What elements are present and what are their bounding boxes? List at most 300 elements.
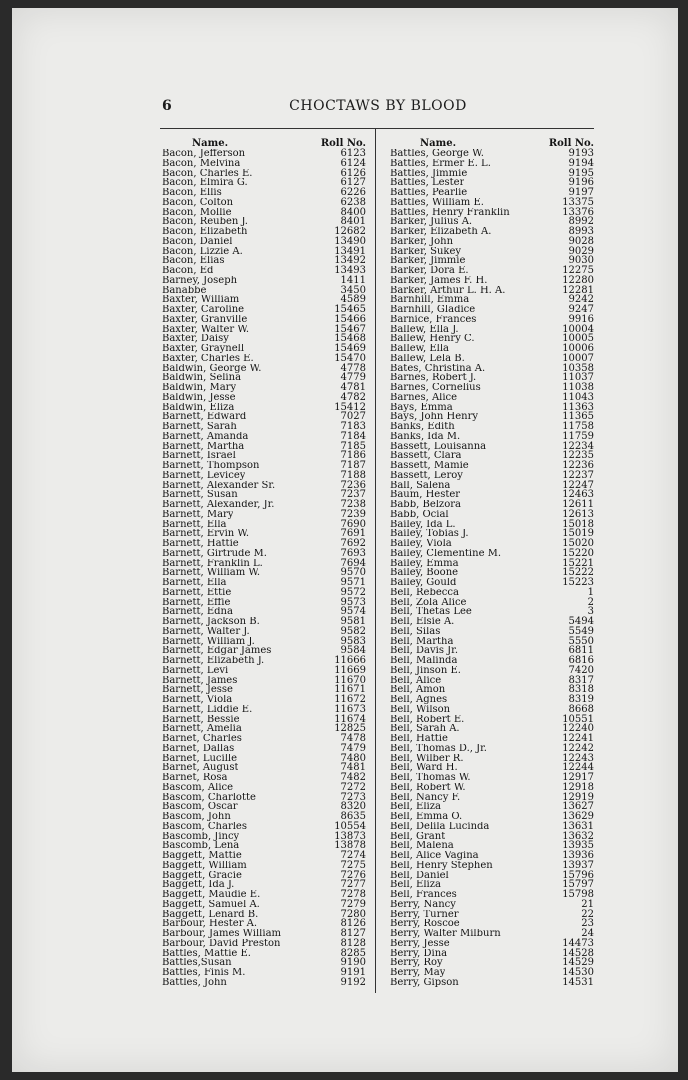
- roll-entry: [162, 529, 366, 539]
- entry-roll-number: 9584: [340, 645, 366, 657]
- entry-name: Bell, Malena: [390, 841, 454, 851]
- roll-entry: [162, 763, 366, 773]
- roll-entry: [162, 871, 366, 881]
- entry-name: Barnett, Thompson: [162, 461, 260, 471]
- entry-name: Battles, Henry Franklin: [390, 207, 510, 218]
- entry-name: Barnett, William W.: [162, 568, 261, 578]
- entry-name: Berry, Nancy: [390, 899, 456, 910]
- roll-entry: [390, 666, 594, 676]
- roll-entry: [390, 578, 594, 588]
- right-entry-list: [390, 149, 594, 988]
- entry-roll-number: 13878: [334, 840, 366, 852]
- entry-roll-number: 9572: [340, 586, 366, 598]
- entry-roll-number: 7478: [340, 733, 366, 744]
- roll-entry: [162, 627, 366, 637]
- roll-entry: [390, 598, 594, 608]
- entry-name: Barnett, Amanda: [162, 431, 249, 442]
- entry-name: Barnett, Israel: [162, 451, 236, 461]
- roll-entry: [162, 539, 366, 549]
- entry-name: Bell, Eliza: [390, 880, 441, 890]
- entry-roll-number: 4778: [340, 362, 366, 374]
- entry-roll-number: 7027: [340, 411, 366, 423]
- entry-name: Bell, Ward H.: [390, 763, 458, 773]
- entry-roll-number: 6811: [568, 645, 594, 657]
- roll-entry: [390, 227, 594, 237]
- entry-roll-number: 15221: [562, 557, 594, 569]
- entry-roll-number: 15466: [334, 313, 366, 325]
- entry-roll-number: 9191: [340, 967, 366, 978]
- entry-roll-number: 15412: [334, 401, 366, 413]
- entry-name: Battles, Mattie E.: [162, 948, 251, 959]
- roll-column-heading: Roll No.: [548, 138, 594, 149]
- entry-name: Barnett, Edgar James: [162, 646, 272, 656]
- entry-name: Baxter, Graynell: [162, 344, 245, 354]
- entry-roll-number: 11043: [562, 391, 594, 403]
- roll-entry: [162, 432, 366, 442]
- entry-name: Barker, John: [390, 236, 454, 247]
- entry-roll-number: 12918: [562, 781, 594, 793]
- roll-entry: [162, 188, 366, 198]
- roll-entry: [162, 939, 366, 949]
- entry-name: Baldwin, Selina: [162, 373, 242, 383]
- entry-name: Ballew, Ella J.: [390, 324, 459, 335]
- entry-name: Bell, Jinson E.: [390, 665, 461, 676]
- entry-roll-number: 10004: [562, 323, 594, 335]
- roll-entry: [162, 880, 366, 890]
- roll-entry: [162, 861, 366, 871]
- entry-roll-number: 21: [581, 898, 594, 910]
- entry-roll-number: 7694: [340, 557, 366, 569]
- entry-name: Berry, Jesse: [390, 938, 450, 949]
- entry-roll-number: 14529: [562, 957, 594, 969]
- entry-roll-number: 14531: [562, 976, 594, 988]
- entry-name: Barnett, Ervin W.: [162, 529, 250, 539]
- entry-roll-number: 13632: [562, 830, 594, 842]
- entry-name: Bell, Emma O.: [390, 812, 463, 822]
- entry-name: Baxter, Walter W.: [162, 324, 250, 335]
- entry-name: Baggett, Ida J.: [162, 880, 235, 890]
- entry-name: Barnett, Liddie E.: [162, 704, 253, 715]
- entry-roll-number: 10358: [562, 362, 594, 374]
- roll-entry: [162, 520, 366, 530]
- entry-name: Battles, George W.: [390, 149, 484, 159]
- entry-name: Barnett, Jesse: [162, 685, 233, 695]
- entry-roll-number: 5549: [568, 625, 594, 637]
- roll-entry: [162, 422, 366, 432]
- entry-name: Barnett, Martha: [162, 441, 245, 452]
- entry-name: Barnett, Edward: [162, 412, 247, 422]
- entry-roll-number: 7480: [340, 752, 366, 764]
- entry-name: Bacon, Elizabeth: [162, 227, 248, 237]
- entry-roll-number: 8400: [340, 206, 366, 218]
- name-column-heading: Name.: [420, 138, 457, 149]
- entry-roll-number: 13491: [334, 245, 366, 257]
- roll-entry: [390, 627, 594, 637]
- entry-name: Baggett, Samuel A.: [162, 899, 260, 910]
- entry-name: Barnett, Mary: [162, 509, 234, 520]
- entry-name: Baxter, William: [162, 295, 240, 305]
- entry-name: Barbour, Hester A.: [162, 919, 258, 929]
- entry-name: Barnett, Ella: [162, 578, 227, 588]
- entry-roll-number: 7278: [340, 889, 366, 900]
- entry-roll-number: 4782: [340, 391, 366, 403]
- entry-name: Barnett, Elizabeth J.: [162, 656, 265, 666]
- entry-roll-number: 13937: [562, 859, 594, 871]
- roll-entry: [162, 208, 366, 218]
- roll-entry: [162, 910, 366, 920]
- entry-roll-number: 10006: [562, 343, 594, 354]
- roll-entry: [162, 178, 366, 188]
- entry-name: Barnett, Levicey: [162, 470, 246, 481]
- entry-roll-number: 9582: [340, 625, 366, 637]
- roll-entry: [162, 451, 366, 461]
- entry-roll-number: 13629: [562, 811, 594, 822]
- roll-entry: [390, 295, 594, 305]
- entry-name: Barnett, Ella: [162, 519, 227, 530]
- roll-entry: [390, 247, 594, 257]
- entry-roll-number: 7693: [340, 547, 366, 559]
- entry-name: Bacon, Melvina: [162, 158, 241, 169]
- entry-name: Barnes, Cornelius: [390, 383, 481, 393]
- left-column: [162, 138, 366, 988]
- entry-name: Baggett, Lenard B.: [162, 909, 259, 920]
- roll-entry: [390, 305, 594, 315]
- roll-entry: [390, 695, 594, 705]
- entry-name: Bell, Thomas W.: [390, 773, 471, 783]
- entry-roll-number: 12611: [562, 499, 594, 510]
- roll-entry: [162, 549, 366, 559]
- entry-roll-number: 9195: [568, 167, 594, 179]
- entry-roll-number: 9028: [568, 235, 594, 247]
- entry-name: Battles, Jimmie: [390, 168, 468, 179]
- entry-name: Baxter, Granville: [162, 314, 248, 325]
- entry-roll-number: 7184: [340, 430, 366, 442]
- entry-roll-number: 7274: [340, 850, 366, 861]
- roll-entry: [390, 169, 594, 179]
- entry-name: Bell, Hattie: [390, 734, 448, 744]
- entry-roll-number: 6124: [340, 157, 366, 169]
- roll-entry: [390, 910, 594, 920]
- entry-name: Banks, Ida M.: [390, 431, 461, 442]
- roll-entry: [390, 676, 594, 686]
- entry-name: Barnett, Alexander, Jr.: [162, 500, 275, 510]
- entry-roll-number: 7272: [340, 781, 366, 793]
- roll-entry: [162, 744, 366, 754]
- entry-roll-number: 6238: [340, 196, 366, 208]
- entry-name: Barnett, Levi: [162, 665, 229, 676]
- roll-entry: [162, 724, 366, 734]
- roll-entry: [162, 617, 366, 627]
- roll-entry: [162, 637, 366, 647]
- entry-name: Bell, Robert E.: [390, 714, 465, 725]
- entry-name: Barnet, Charles: [162, 734, 242, 744]
- roll-entry: [390, 685, 594, 695]
- entry-roll-number: 7691: [340, 528, 366, 540]
- entry-name: Berry, Turner: [390, 909, 459, 920]
- entry-name: Barnett, Amelia: [162, 724, 242, 734]
- entry-name: Bassett, Mamie: [390, 461, 469, 471]
- entry-roll-number: 7420: [568, 664, 594, 676]
- roll-entry: [162, 900, 366, 910]
- entry-roll-number: 23: [581, 918, 594, 930]
- entry-roll-number: 15223: [562, 577, 594, 588]
- entry-roll-number: 12234: [562, 440, 594, 452]
- entry-name: Barnet, Dallas: [162, 743, 235, 754]
- entry-name: Barker, Arthur L. H. A.: [390, 285, 506, 296]
- entry-name: Berry, Roy: [390, 958, 443, 968]
- roll-entry: [162, 159, 366, 169]
- entry-roll-number: 1411: [340, 274, 366, 286]
- roll-entry: [390, 900, 594, 910]
- entry-roll-number: 7481: [340, 762, 366, 774]
- entry-name: Ballew, Ella: [390, 344, 450, 354]
- entry-name: Barnett, Hattie: [162, 539, 239, 549]
- roll-entry: [162, 266, 366, 276]
- entry-roll-number: 7185: [340, 440, 366, 452]
- entry-roll-number: 5494: [568, 616, 594, 627]
- entry-roll-number: 12241: [562, 733, 594, 744]
- roll-entry: [162, 169, 366, 179]
- entry-name: Bacon, Elmira G.: [162, 178, 248, 188]
- entry-name: Bacon, Elias: [162, 256, 225, 266]
- roll-entry: [162, 607, 366, 617]
- roll-entry: [390, 607, 594, 617]
- entry-roll-number: 9029: [568, 245, 594, 257]
- entry-name: Barker, Julius A.: [390, 217, 473, 227]
- entry-name: Barker, Dora E.: [390, 266, 469, 276]
- entry-roll-number: 15469: [334, 343, 366, 354]
- entry-roll-number: 11670: [334, 674, 366, 686]
- entry-roll-number: 6126: [340, 167, 366, 179]
- entry-name: Bascom, John: [162, 812, 231, 822]
- entry-roll-number: 11759: [562, 430, 594, 442]
- roll-entry: [162, 149, 366, 159]
- entry-name: Baum, Hester: [390, 490, 461, 500]
- roll-entry: [390, 149, 594, 159]
- entry-name: Bascom, Alice: [162, 782, 234, 793]
- roll-entry: [162, 373, 366, 383]
- roll-entry: [162, 276, 366, 286]
- entry-roll-number: 12280: [562, 274, 594, 286]
- entry-roll-number: 8317: [568, 674, 594, 686]
- entry-roll-number: 7238: [340, 499, 366, 510]
- entry-name: Baggett, Maudie E.: [162, 890, 261, 900]
- entry-name: Bailey, Clementine M.: [390, 548, 502, 559]
- roll-entry: [162, 793, 366, 803]
- entry-roll-number: 6816: [568, 655, 594, 666]
- entry-name: Bates, Christina A.: [390, 363, 486, 374]
- entry-roll-number: 15797: [562, 879, 594, 891]
- roll-entry: [162, 978, 366, 988]
- roll-entry: [162, 754, 366, 764]
- roll-entry: [162, 734, 366, 744]
- entry-roll-number: 1: [587, 586, 594, 598]
- entry-name: Bell, Martha: [390, 636, 454, 647]
- page-title: CHOCTAWS BY BLOOD: [289, 98, 467, 114]
- entry-name: Barker, James F. H.: [390, 275, 488, 286]
- entry-roll-number: 11671: [334, 684, 366, 696]
- roll-entry: [390, 588, 594, 598]
- entry-name: Barbour, James William: [162, 929, 282, 939]
- entry-name: Bell, Malinda: [390, 656, 458, 666]
- entry-name: Baggett, Gracie: [162, 870, 242, 881]
- entry-name: Battles, John: [162, 977, 227, 988]
- entry-name: Bassett, Louisanna: [390, 441, 487, 452]
- entry-roll-number: 3: [587, 606, 594, 618]
- entry-roll-number: 11674: [334, 713, 366, 725]
- entry-roll-number: 11672: [334, 694, 366, 705]
- entry-roll-number: 4781: [340, 382, 366, 393]
- entry-name: Bell, Elsie A.: [390, 617, 455, 627]
- entry-name: Barnes, Alice: [390, 392, 458, 403]
- entry-name: Battles, Finis M.: [162, 968, 246, 978]
- entry-name: Bacon, Daniel: [162, 236, 233, 247]
- entry-name: Barnett, Sarah: [162, 422, 237, 432]
- entry-roll-number: 7188: [340, 469, 366, 481]
- entry-roll-number: 15467: [334, 323, 366, 335]
- entry-name: Bacon, Colton: [162, 197, 234, 208]
- entry-roll-number: 13493: [334, 265, 366, 276]
- entry-name: Barnett, Girtrude M.: [162, 548, 267, 559]
- entry-roll-number: 3450: [340, 284, 366, 296]
- roll-entry: [162, 598, 366, 608]
- entry-roll-number: 12281: [562, 284, 594, 296]
- entry-roll-number: 9573: [340, 596, 366, 608]
- entry-name: Ballew, Henry C.: [390, 334, 475, 344]
- roll-entry: [162, 471, 366, 481]
- entry-roll-number: 10005: [562, 333, 594, 345]
- entry-roll-number: 11666: [334, 655, 366, 666]
- entry-roll-number: 7479: [340, 742, 366, 754]
- entry-roll-number: 10551: [562, 713, 594, 725]
- entry-roll-number: 9581: [340, 616, 366, 627]
- entry-roll-number: 11038: [562, 382, 594, 393]
- entry-name: Barnhill, Emma: [390, 295, 470, 305]
- entry-name: Barnet, Rosa: [162, 773, 228, 783]
- roll-entry: [162, 783, 366, 793]
- entry-name: Baldwin, Jesse: [162, 392, 236, 403]
- entry-roll-number: 7183: [340, 421, 366, 432]
- entry-roll-number: 9242: [568, 294, 594, 306]
- entry-name: Bell, Robert W.: [390, 782, 466, 793]
- entry-roll-number: 14528: [562, 947, 594, 959]
- entry-roll-number: 9583: [340, 635, 366, 647]
- entry-roll-number: 9574: [340, 606, 366, 618]
- entry-roll-number: 4779: [340, 372, 366, 384]
- roll-entry: [162, 890, 366, 900]
- entry-name: Berry, Dina: [390, 948, 448, 959]
- entry-roll-number: 7277: [340, 879, 366, 891]
- roll-entry: [390, 237, 594, 247]
- entry-roll-number: 9570: [340, 567, 366, 579]
- entry-roll-number: 13936: [562, 850, 594, 861]
- entry-roll-number: 12919: [562, 791, 594, 803]
- roll-entry: [162, 383, 366, 393]
- entry-roll-number: 8285: [340, 947, 366, 959]
- entry-roll-number: 13935: [562, 840, 594, 852]
- roll-entry: [390, 286, 594, 296]
- entry-roll-number: 7275: [340, 859, 366, 871]
- entry-name: Bacon, Jefferson: [162, 149, 246, 159]
- entry-roll-number: 7690: [340, 518, 366, 530]
- entry-name: Barnett, William J.: [162, 636, 255, 647]
- roll-entry: [390, 919, 594, 929]
- roll-entry: [162, 481, 366, 491]
- entry-roll-number: 7236: [340, 479, 366, 491]
- entry-name: Bacon, Ed: [162, 266, 214, 276]
- entry-roll-number: 13376: [562, 206, 594, 218]
- entry-name: Babb, Belzora: [390, 500, 461, 510]
- entry-name: Baxter, Charles E.: [162, 353, 254, 364]
- roll-entry: [162, 510, 366, 520]
- entry-roll-number: 7187: [340, 460, 366, 471]
- entry-name: Bailey, Emma: [390, 558, 459, 569]
- entry-roll-number: 15222: [562, 567, 594, 579]
- entry-roll-number: 7279: [340, 898, 366, 910]
- roll-entry: [390, 208, 594, 218]
- entry-roll-number: 7186: [340, 450, 366, 462]
- entry-roll-number: 15796: [562, 869, 594, 881]
- entry-name: Barnet, Lucille: [162, 753, 238, 764]
- entry-name: Bascomb, Jincy: [162, 831, 240, 842]
- roll-entry: [162, 198, 366, 208]
- entry-roll-number: 9190: [340, 957, 366, 969]
- entry-name: Bell, Sarah A.: [390, 724, 460, 734]
- entry-roll-number: 11669: [334, 664, 366, 676]
- entry-roll-number: 9197: [568, 187, 594, 198]
- entry-name: Bell, Eliza: [390, 802, 441, 812]
- entry-roll-number: 8401: [340, 216, 366, 228]
- entry-name: Berry, May: [390, 968, 446, 978]
- entry-roll-number: 9571: [340, 577, 366, 588]
- entry-roll-number: 15798: [562, 889, 594, 900]
- entry-name: Bailey, Boone: [390, 568, 459, 578]
- entry-roll-number: 13627: [562, 801, 594, 813]
- entry-name: Bailey, Gould: [390, 578, 457, 588]
- entry-roll-number: 12682: [334, 226, 366, 237]
- entry-name: Bacon, Reuben J.: [162, 217, 248, 227]
- entry-name: Barnhill, Gladice: [390, 305, 476, 315]
- entry-roll-number: 10554: [334, 820, 366, 832]
- entry-roll-number: 12243: [562, 752, 594, 764]
- entry-name: Bell, Grant: [390, 831, 446, 842]
- entry-name: Bell, Wilson: [390, 704, 451, 715]
- entry-name: Barnett, James: [162, 675, 238, 686]
- entry-roll-number: 8320: [340, 801, 366, 813]
- entry-roll-number: 12236: [562, 460, 594, 471]
- entry-roll-number: 9192: [340, 976, 366, 988]
- entry-roll-number: 7692: [340, 538, 366, 549]
- entry-roll-number: 7482: [340, 772, 366, 783]
- entry-name: Banks, Edith: [390, 422, 455, 432]
- roll-entry: [162, 841, 366, 851]
- entry-name: Babb, Ocial: [390, 509, 449, 520]
- entry-roll-number: 8992: [568, 216, 594, 228]
- entry-roll-number: 6127: [340, 177, 366, 189]
- entry-name: Bacon, Ellis: [162, 188, 222, 198]
- entry-name: Banabbe: [162, 285, 207, 296]
- entry-roll-number: 11037: [562, 372, 594, 384]
- entry-roll-number: 15470: [334, 352, 366, 364]
- roll-entry: [390, 978, 594, 988]
- entry-name: Ballew, Lela B.: [390, 353, 465, 364]
- entry-name: Barnett, Walter J.: [162, 626, 250, 637]
- entry-name: Bell, Agnes: [390, 695, 448, 705]
- roll-entry: [162, 354, 366, 364]
- entry-roll-number: 5550: [568, 635, 594, 647]
- entry-name: Battles, William E.: [390, 197, 484, 208]
- entry-name: Barnett, Edna: [162, 607, 233, 617]
